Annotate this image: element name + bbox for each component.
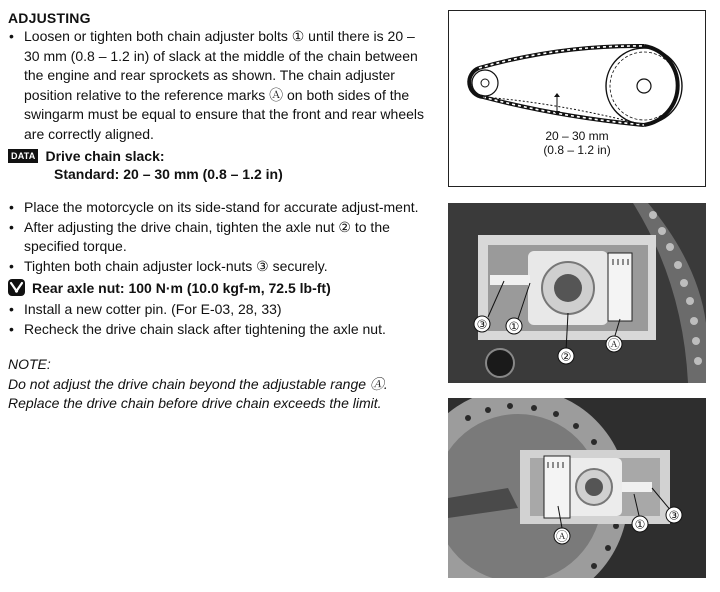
callout-3: ③ — [668, 508, 680, 523]
torque-spec-row — [8, 279, 433, 296]
slack-caption-mm: 20 – 30 mm — [545, 129, 609, 143]
bullet-text: Place the motorcycle on its side-stand for accurate adjust-ment. — [24, 199, 419, 215]
bullet-loosen-bolts — [8, 27, 433, 144]
adjuster-photo-right — [448, 203, 706, 383]
drive-chain-spec — [8, 148, 433, 164]
bullet-text: Install a new cotter pin. (For E-03, 28, 33) — [24, 301, 282, 317]
spec-value: Standard: 20 – 30 mm (0.8 – 1.2 in) — [54, 166, 283, 182]
callout-1: ① — [508, 319, 520, 334]
spec-title: Drive chain slack: — [45, 148, 165, 164]
bullet-dot: • — [9, 218, 14, 235]
callout-1: ① — [634, 517, 646, 532]
bullet-dot: • — [9, 320, 14, 337]
bullet-tighten-axle — [8, 218, 433, 257]
bullet-dot: • — [9, 199, 14, 215]
bullet-text: Recheck the drive chain slack after tightening the axle nut. — [24, 320, 386, 337]
bullet-side-stand — [8, 198, 433, 218]
adjuster-photo-left — [448, 398, 706, 578]
torque-wrench-icon — [8, 279, 25, 296]
callout-3: ③ — [476, 317, 488, 332]
callout-a: Ⓐ — [607, 337, 621, 352]
data-badge: DATA — [8, 149, 38, 163]
bullet-recheck — [8, 320, 433, 340]
chain-slack-diagram — [448, 10, 706, 187]
section-heading: ADJUSTING — [8, 10, 91, 26]
bullet-dot: • — [9, 301, 14, 317]
slack-caption-in: (0.8 – 1.2 in) — [543, 143, 611, 157]
bullet-text: Loosen or tighten both chain adjuster bolts ① until there is 20 – 30 mm (0.8 – 1.2 in) of slack at the middle of the chain between the engine and rear sprockets as shown. The chain adjuster position relative to the reference marks Ⓐ on both sides of the swingarm must be equal to ensure that the front and rear wheels are correctly aligned. — [24, 28, 424, 142]
note-line: Do not adjust the drive chain beyond the adjustable range Ⓐ. — [8, 375, 388, 392]
note-label: NOTE: — [8, 356, 51, 372]
callout-a: Ⓐ — [555, 529, 569, 544]
bullet-text: Tighten both chain adjuster lock-nuts ③ securely. — [24, 257, 328, 274]
callout-2: ② — [560, 349, 572, 364]
bullet-dot: • — [9, 28, 14, 44]
sprocket-chain-drawing — [449, 11, 705, 186]
bullet-lock-nuts — [8, 257, 433, 277]
note-line: Replace the drive chain before drive chain exceeds the limit. — [8, 395, 382, 411]
torque-spec: Rear axle nut: 100 N·m (10.0 kgf-m, 72.5 lb-ft) — [32, 279, 331, 296]
instruction-column — [8, 10, 433, 414]
bullet-text: After adjusting the drive chain, tighten the axle nut ② to the specified torque. — [24, 218, 390, 254]
bullet-cotter-pin — [8, 300, 433, 320]
bullet-dot: • — [9, 257, 14, 274]
